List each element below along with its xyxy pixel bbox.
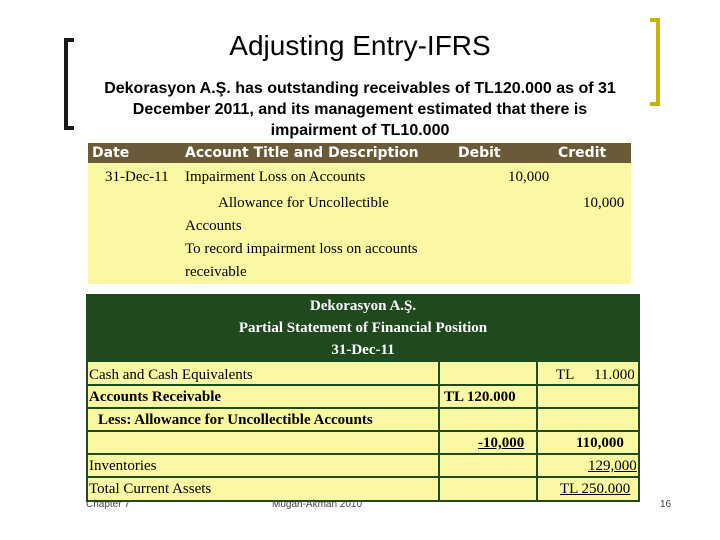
inventories-label: Inventories: [89, 458, 157, 474]
journal-header-date: Date: [92, 145, 130, 161]
statement-date: 31-Dec-11: [331, 342, 395, 358]
cash-total: 11.000: [594, 367, 635, 383]
allowance-label: Less: Allowance for Uncollectible Accounts: [98, 412, 373, 428]
grid-col-divider-1: [438, 362, 440, 502]
statement-header: [86, 294, 640, 362]
grid-border-right: [638, 362, 640, 502]
partial-statement-table: [86, 294, 640, 502]
total-current-assets-total: TL 250.000: [560, 481, 631, 497]
journal-credit-account-cont: Accounts: [185, 218, 242, 234]
slide-intro: Dekorasyon A.Ş. has outstanding receivables of TL120.000 as of 31 December 2011, and its management estimated that there is impairment of TL10.000: [104, 80, 616, 139]
cash-currency: TL: [556, 367, 575, 383]
footer-chapter: Chapter 7: [86, 499, 130, 510]
journal-entry-table: [88, 143, 631, 284]
journal-header-debit: Debit: [458, 145, 501, 161]
allowance-amount: -10,000: [478, 435, 525, 451]
journal-credit-account: Allowance for Uncollectible: [218, 195, 389, 211]
grid-row-line: [86, 430, 640, 432]
slide-title: Adjusting Entry-IFRS: [229, 30, 491, 61]
grid-border-bottom: [86, 500, 640, 502]
statement-company: Dekorasyon A.Ş.: [309, 298, 417, 314]
journal-header-account: Account Title and Description: [185, 145, 419, 161]
grid-row-line: [86, 453, 640, 455]
inventories-total: 129,000: [588, 458, 637, 474]
grid-border-left: [86, 362, 88, 502]
grid-row-line: [86, 407, 640, 409]
journal-debit-amount: 10,000: [508, 169, 550, 185]
journal-memo: To record impairment loss on accounts: [185, 241, 418, 257]
grid-row-line: [86, 476, 640, 478]
journal-date: 31-Dec-11: [105, 169, 169, 185]
footer-page-number: 16: [660, 499, 672, 510]
net-receivable-total: 110,000: [576, 435, 624, 451]
ar-label: Accounts Receivable: [89, 389, 222, 405]
ar-amount: TL 120.000: [444, 389, 516, 405]
footer-author: Mugan-Akman 2010: [272, 499, 363, 510]
grid-col-divider-2: [536, 362, 538, 502]
cash-label: Cash and Cash Equivalents: [89, 367, 253, 383]
journal-header-credit: Credit: [558, 145, 607, 161]
total-current-assets-label: Total Current Assets: [89, 481, 212, 497]
journal-credit-amount: 10,000: [583, 195, 625, 211]
journal-memo-cont: receivable: [185, 264, 247, 280]
journal-header-row: [88, 143, 631, 163]
statement-name: Partial Statement of Financial Position: [238, 320, 488, 336]
journal-debit-account: Impairment Loss on Accounts: [185, 169, 366, 185]
